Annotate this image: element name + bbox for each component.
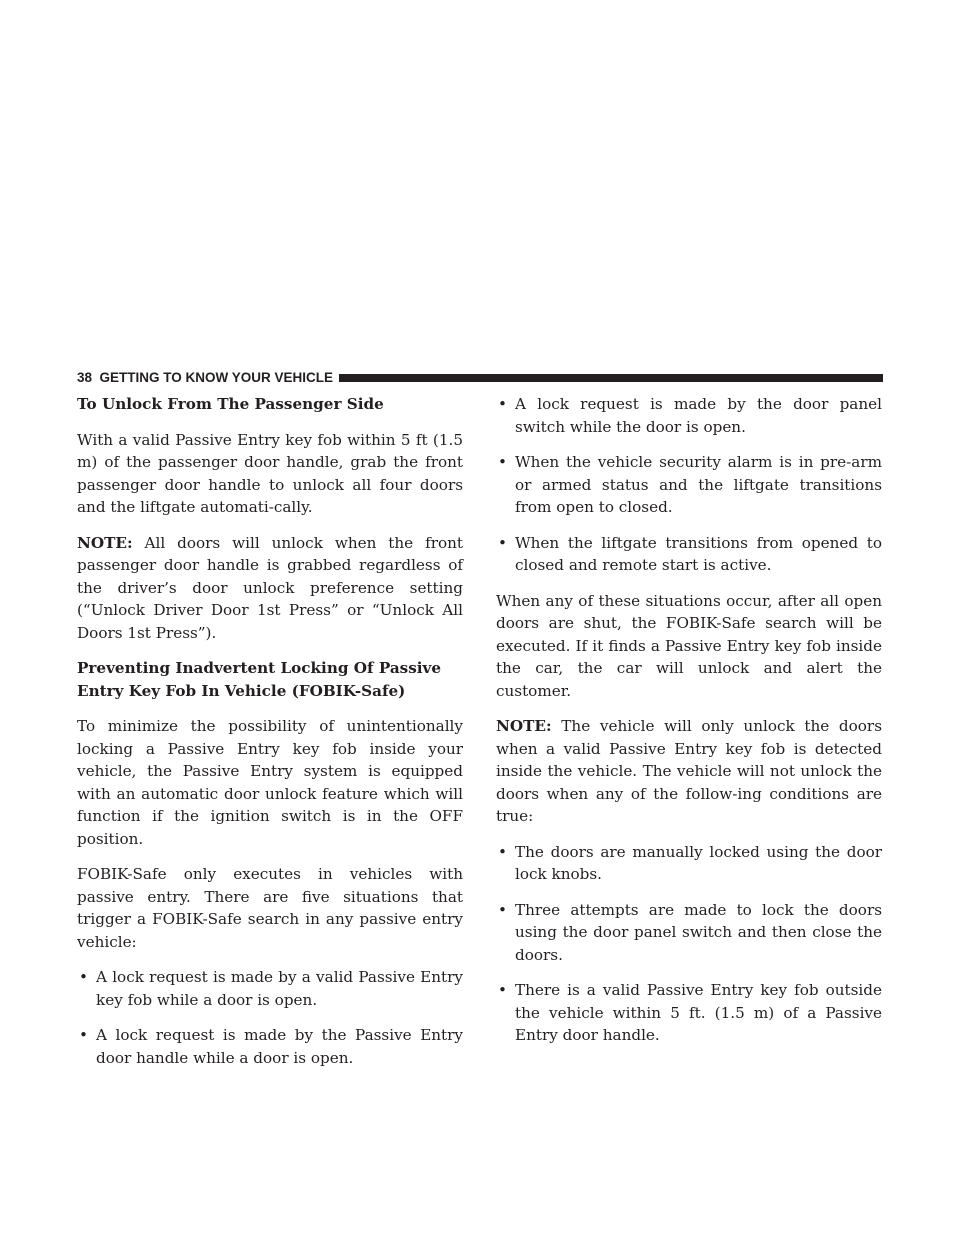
right-column xyxy=(496,393,882,1060)
bullet-glyph: • xyxy=(79,1026,88,1044)
left-column xyxy=(77,393,463,1082)
list-item-text: There is a valid Passive Entry key fob outside the vehicle within 5 ft. (1.5 m) of a Passive Entry door handle. xyxy=(515,981,882,1044)
bullet-glyph: • xyxy=(498,842,507,861)
list-item-text: When the liftgate transitions from opened to closed and remote start is active. xyxy=(515,533,882,574)
heading-unlock-passenger-side: To Unlock From The Passenger Side xyxy=(77,395,384,413)
list-item xyxy=(77,1024,463,1069)
paragraph-fobik-intro: To minimize the possibility of unintentionally locking a Passive Entry key fob inside your vehicle, the Passive Entry system is equipped with an automatic door unlock feature which will function if the ignition switch is in the OFF position. xyxy=(77,717,463,848)
page-number: 38 xyxy=(77,370,93,385)
situations-list-right xyxy=(496,393,882,577)
paragraph-fobik-situations: FOBIK-Safe only executes in vehicles with passive entry. There are five situations that trigger a FOBIK-Safe search in any passive entry vehicle: xyxy=(77,865,463,951)
list-item xyxy=(496,979,882,1047)
note-text: All doors will unlock when the front passenger door handle is grabbed regardless of the driver’s door unlock preference setting (“Unlock Driver Door 1st Press” or “Unlock All Doors 1st Press”). xyxy=(77,533,463,642)
note-text: The vehicle will only unlock the doors when a valid Passive Entry key fob is detected inside the vehicle. The vehicle will not unlock the doors when any of the follow-ing conditions are true: xyxy=(496,717,882,825)
paragraph-unlock-passenger: With a valid Passive Entry key fob within 5 ft (1.5 m) of the passenger door handle, grab the front passenger door handle to unlock all four doors and the liftgate automati-cally. xyxy=(77,430,463,516)
list-item-text: A lock request is made by the Passive Entry door handle while a door is open. xyxy=(96,1026,463,1067)
paragraph-fobik-result: When any of these situations occur, after all open doors are shut, the FOBIK-Safe search will be executed. If it finds a Passive Entry key fob inside the car, the car will unlock and alert the customer. xyxy=(496,591,882,700)
bullet-glyph: • xyxy=(498,900,507,919)
conditions-list xyxy=(496,841,882,1047)
note-paragraph-right xyxy=(496,715,882,828)
section-title: GETTING TO KNOW YOUR VEHICLE xyxy=(99,370,334,385)
list-item xyxy=(496,899,882,967)
bullet-glyph: • xyxy=(498,453,507,471)
list-item-text: A lock request is made by the door panel switch while the door is open. xyxy=(515,395,882,436)
note-label: NOTE: xyxy=(496,717,552,735)
list-item xyxy=(496,451,882,519)
heading-fobik-safe: Preventing Inadvertent Locking Of Passive Entry Key Fob In Vehicle (FOBIK-Safe) xyxy=(77,659,442,700)
list-item-text: Three attempts are made to lock the doors using the door panel switch and then close the doors. xyxy=(515,900,882,964)
bullet-glyph: • xyxy=(498,395,507,413)
header-label xyxy=(77,369,339,387)
bullet-glyph: • xyxy=(79,968,88,986)
page-header xyxy=(77,369,883,387)
bullet-glyph: • xyxy=(498,981,507,999)
list-item xyxy=(496,841,882,886)
list-item xyxy=(496,393,882,438)
list-item-text: A lock request is made by a valid Passive Entry key fob while a door is open. xyxy=(96,968,463,1009)
list-item-text: The doors are manually locked using the door lock knobs. xyxy=(515,842,882,883)
note-paragraph-left xyxy=(77,532,463,645)
situations-list-left xyxy=(77,966,463,1069)
list-item-text: When the vehicle security alarm is in pre-arm or armed status and the liftgate transitions from open to closed. xyxy=(515,453,882,516)
list-item xyxy=(77,966,463,1011)
list-item xyxy=(496,532,882,577)
note-label: NOTE: xyxy=(77,533,133,552)
bullet-glyph: • xyxy=(498,533,507,552)
